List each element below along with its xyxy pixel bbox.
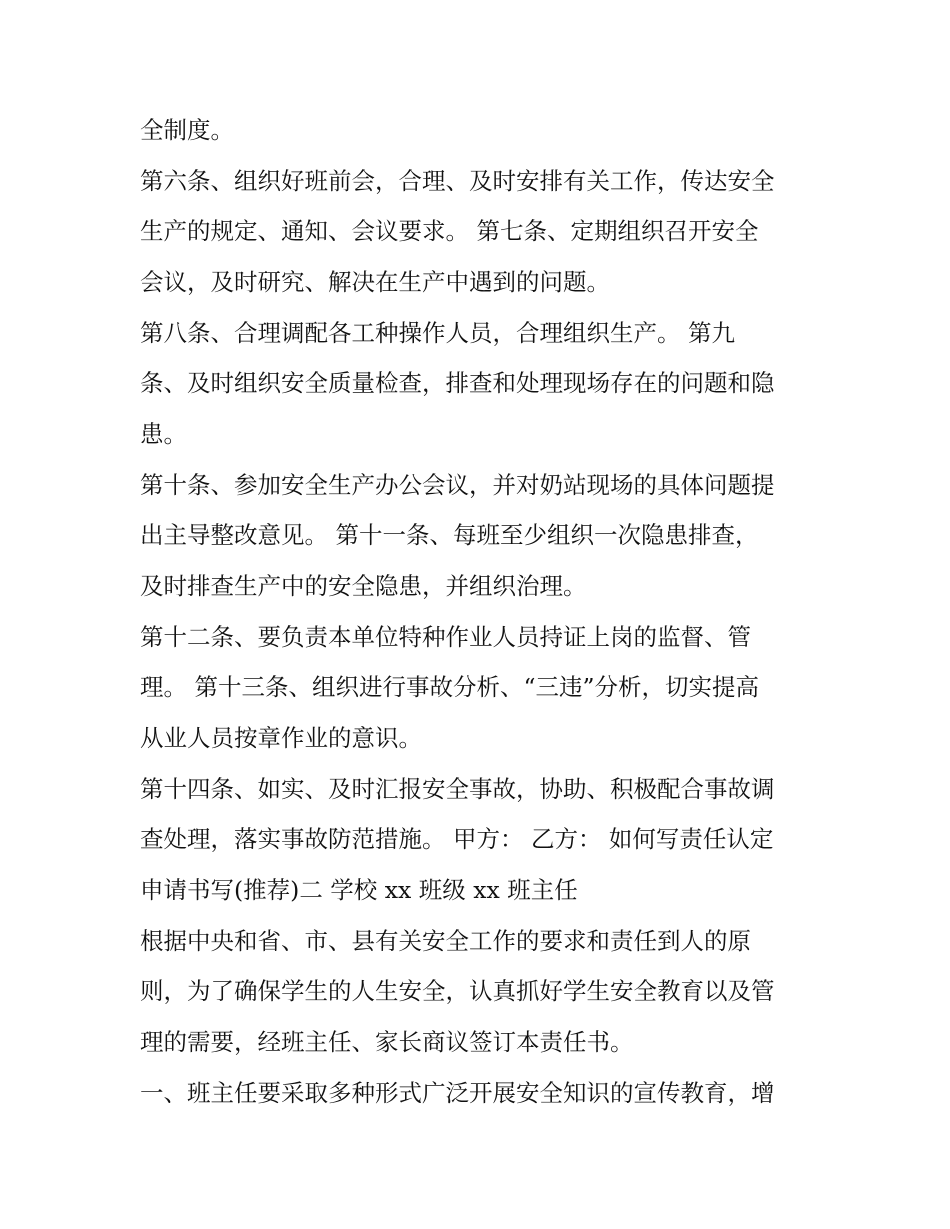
- text-line: 会议，及时研究、解决在生产中遇到的问题。: [140, 268, 610, 296]
- text-line: 第六条、组织好班前会，合理、及时安排有关工作，传达安全: [140, 167, 775, 195]
- text-line: 全制度。: [140, 116, 234, 144]
- text-line: 出主导整改意见。 第十一条、每班至少组织一次隐患排查，: [140, 521, 759, 549]
- text-line: 申请书写(推荐)二 学校 xx 班级 xx 班主任: [140, 876, 578, 904]
- text-line: 查处理，落实事故防范措施。 甲方： 乙方： 如何写责任认定: [140, 825, 774, 853]
- text-line: 理的需要，经班主任、家长商议签订本责任书。: [140, 1028, 634, 1056]
- text-line: 则，为了确保学生的人生安全，认真抓好学生安全教育以及管: [140, 977, 775, 1005]
- text-line: 生产的规定、通知、会议要求。 第七条、定期组织召开安全: [140, 217, 759, 245]
- text-line: 条、及时组织安全质量检查，排查和处理现场存在的问题和隐: [140, 369, 775, 397]
- text-line: 一、班主任要采取多种形式广泛开展安全知识的宣传教育，增: [140, 1079, 775, 1107]
- text-line: 第十四条、如实、及时汇报安全事故，协助、积极配合事故调: [140, 775, 775, 803]
- text-line: 第十二条、要负责本单位特种作业人员持证上岗的监督、管: [140, 623, 751, 651]
- text-line: 及时排查生产中的安全隐患，并组织治理。: [140, 572, 587, 600]
- text-line: 第十条、参加安全生产办公会议，并对奶站现场的具体问题提: [140, 471, 775, 499]
- text-line: 从业人员按章作业的意识。: [140, 724, 422, 752]
- text-line: 患。: [140, 420, 187, 448]
- text-line: 根据中央和省、市、县有关安全工作的要求和责任到人的原: [140, 927, 751, 955]
- text-line: 第八条、合理调配各工种操作人员，合理组织生产。 第九: [140, 319, 735, 347]
- text-line: 理。 第十三条、组织进行事故分析、“三违”分析，切实提高: [140, 673, 759, 701]
